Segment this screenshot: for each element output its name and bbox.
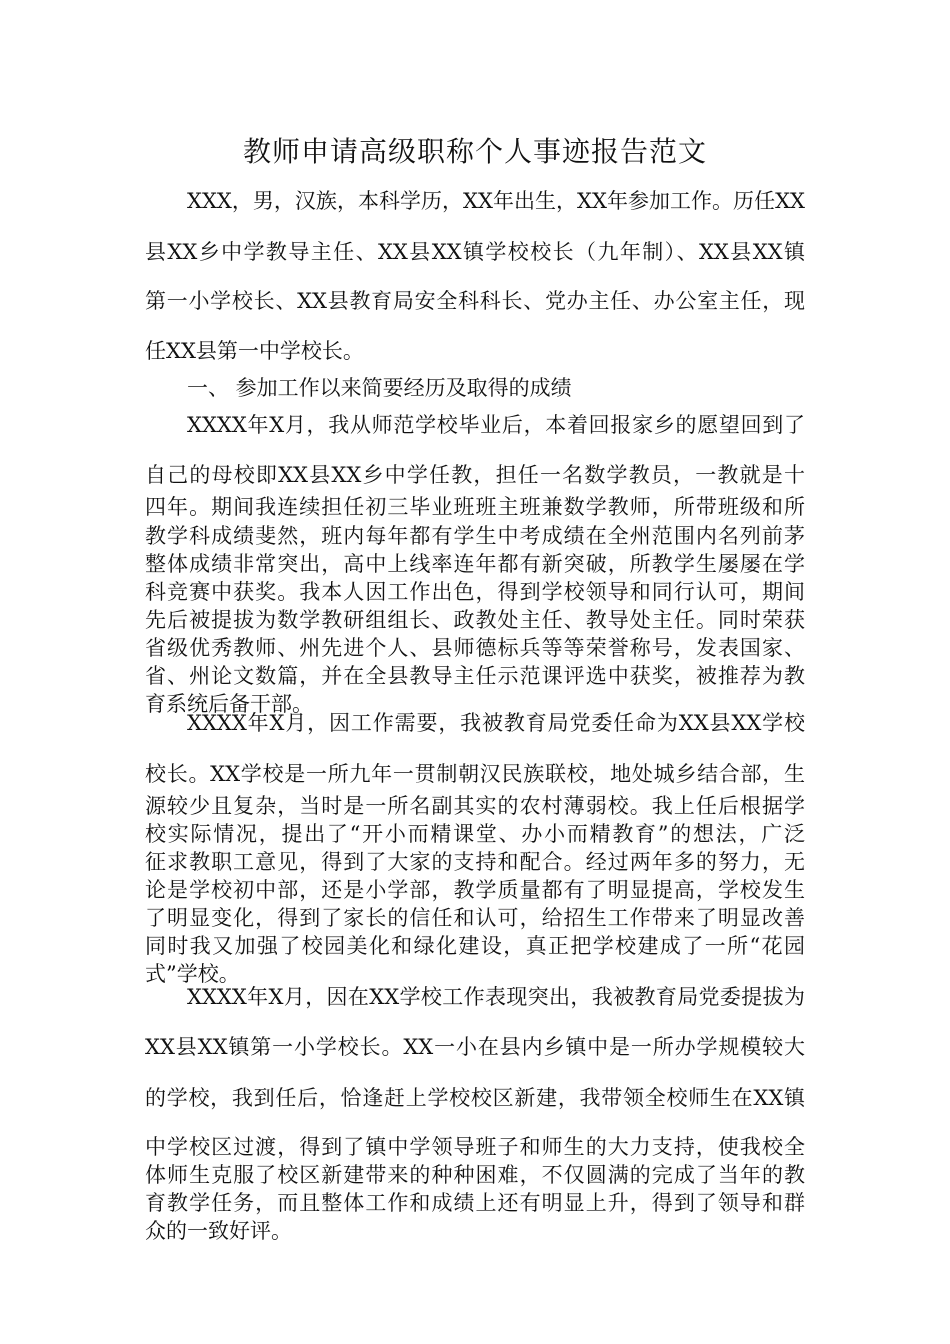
text-line: 了明显变化，得到了家长的信任和认可，给招生工作带来了明显改善 — [145, 906, 805, 930]
text-line: XXXX年X月，我从师范学校毕业后，本着回报家乡的愿望回到了 — [187, 413, 805, 437]
text-line: 教学科成绩斐然，班内每年都有学生中考成绩在全州范围内名列前茅 — [145, 524, 805, 548]
text-line: 省级优秀教师、州先进个人、县师德标兵等等荣誉称号，发表国家、 — [145, 636, 805, 660]
text-line: 省、州论文数篇，并在全县教导主任示范课评选中获奖，被推荐为教 — [145, 664, 805, 688]
text-line: 体师生克服了校区新建带来的种种困难，不仅圆满的完成了当年的教 — [145, 1163, 805, 1187]
text-line: 同时我又加强了校园美化和绿化建设，真正把学校建成了一所“花园 — [145, 934, 805, 958]
text-line: 众的一致好评。 — [145, 1219, 292, 1243]
text-line: XXXX年X月，因在XX学校工作表现突出，我被教育局党委提拔为 — [187, 985, 805, 1009]
text-line: 论是学校初中部，还是小学部，教学质量都有了明显提高，学校发生 — [145, 878, 805, 902]
text-line: 中学校区过渡，得到了镇中学领导班子和师生的大力支持，使我校全 — [145, 1135, 805, 1159]
text-line: XXX，男，汉族，本科学历，XX年出生，XX年参加工作。历任XX — [187, 189, 805, 213]
text-line: 自己的母校即XX县XX乡中学任教，担任一名数学教员，一教就是十 — [145, 463, 805, 487]
text-line: 整体成绩非常突出，高中上线率连年都有新突破，所教学生屡屡在学 — [145, 552, 805, 576]
text-line: XXXX年X月，因工作需要，我被教育局党委任命为XX县XX学校 — [187, 711, 805, 735]
document-title: 教师申请高级职称个人事迹报告范文 — [242, 135, 707, 168]
section-heading: 一、 参加工作以来简要经历及取得的成绩 — [187, 376, 572, 400]
text-line: 育系统后备干部。 — [145, 692, 313, 716]
text-line: 任XX县第一中学校长。 — [145, 339, 364, 363]
text-line: 四年。期间我连续担任初三毕业班班主班兼数学教师，所带班级和所 — [145, 495, 805, 519]
text-line: 第一小学校长、XX县教育局安全科科长、党办主任、办公室主任，现 — [145, 289, 805, 313]
text-line: 式”学校。 — [145, 962, 240, 986]
text-line: 科竞赛中获奖。我本人因工作出色，得到学校领导和同行认可，期间 — [145, 580, 805, 604]
text-line: 县XX乡中学教导主任、XX县XX镇学校校长（九年制）、XX县XX镇 — [145, 240, 805, 264]
text-line: 校长。XX学校是一所九年一贯制朝汉民族联校，地处城乡结合部，生 — [145, 762, 805, 786]
text-line: 育教学任务，而且整体工作和成绩上还有明显上升，得到了领导和群 — [145, 1191, 805, 1215]
text-line: 校实际情况，提出了“开小而精课堂、办小而精教育”的想法，广泛 — [145, 822, 805, 846]
text-line: XX县XX镇第一小学校长。XX一小在县内乡镇中是一所办学规模较大 — [145, 1035, 805, 1059]
text-line: 征求教职工意见，得到了大家的支持和配合。经过两年多的努力，无 — [145, 850, 805, 874]
text-line: 先后被提拔为数学教研组组长、政教处主任、教导处主任。同时荣获 — [145, 608, 805, 632]
text-line: 的学校，我到任后，恰逢赶上学校校区新建，我带领全校师生在XX镇 — [145, 1086, 805, 1110]
text-line: 源较少且复杂，当时是一所名副其实的农村薄弱校。我上任后根据学 — [145, 794, 805, 818]
